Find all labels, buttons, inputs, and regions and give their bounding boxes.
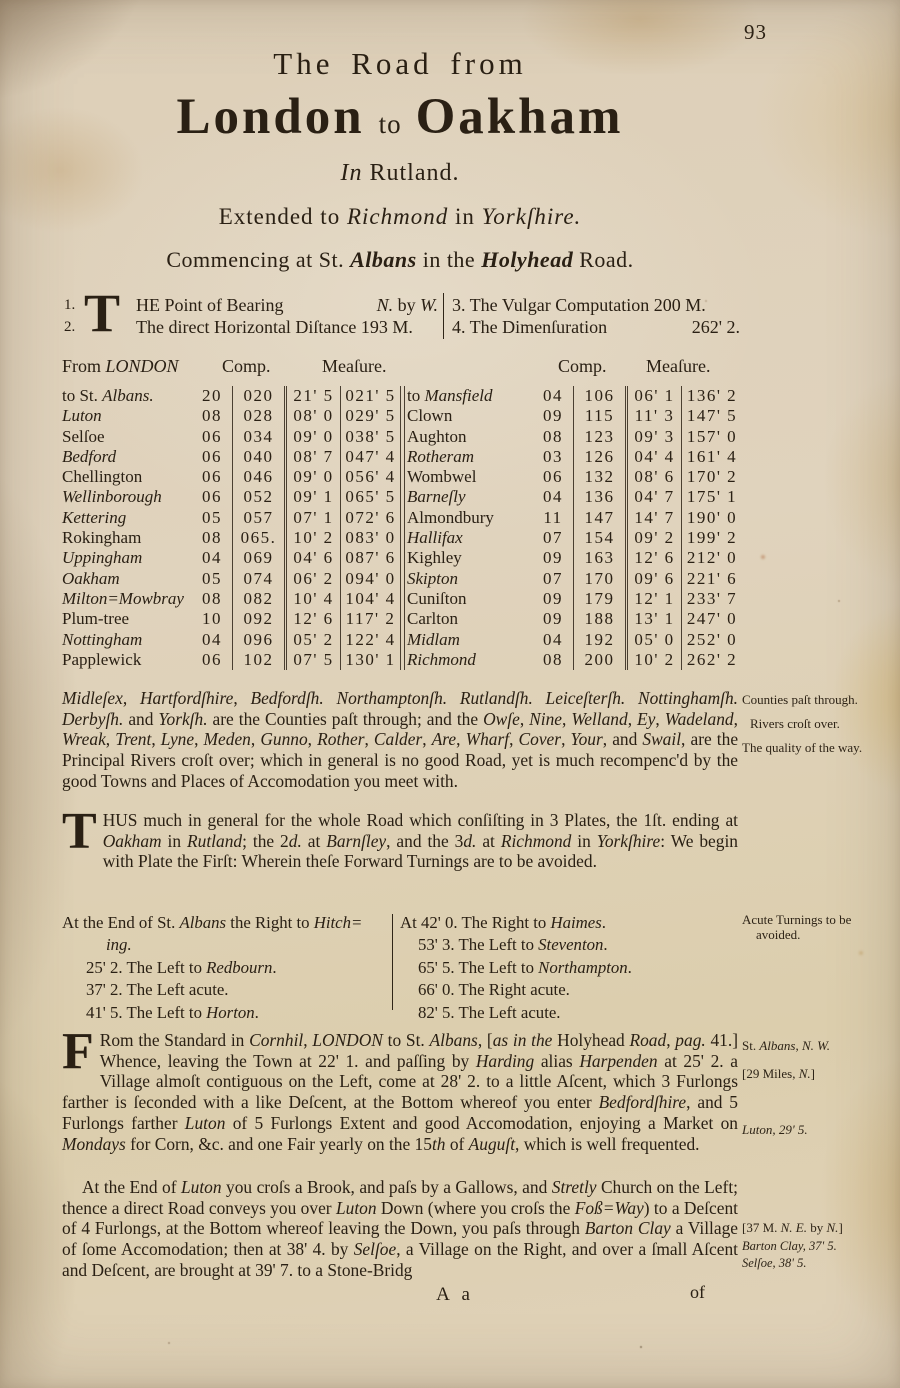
- turnings-right-column: [400, 912, 735, 1024]
- table-cell-ctot: 028: [232, 406, 284, 426]
- table-cell-meas: 06' 2: [284, 569, 340, 589]
- table-cell-meas: 07' 5: [284, 650, 340, 670]
- table-cell-meas: 09' 3: [625, 427, 681, 447]
- table-cell-comp: 06: [202, 467, 222, 487]
- table-cell-place: Rokingham: [62, 528, 142, 548]
- table-cell-place: Plum-tree: [62, 609, 130, 629]
- table-cell-ctot: 200: [573, 650, 625, 670]
- margin-note-rivers: Rivers croſt over.: [750, 716, 840, 731]
- table-cell-place: Skipton: [407, 568, 458, 588]
- table-cell-place: Bedford: [62, 446, 117, 466]
- table-cell-ctot: 020: [232, 386, 284, 406]
- table-cell-mtot: 021' 5: [340, 386, 400, 406]
- table-cell-comp: 08: [202, 588, 222, 608]
- turning-line: 25' 2. The Left to Redbourn.: [86, 957, 277, 977]
- table-cell-mtot: 221' 6: [681, 569, 742, 589]
- table-cell-ctot: 040: [232, 447, 284, 467]
- bearing-item-2-number: 2.: [64, 319, 76, 335]
- table-cell-place: Uppingham: [62, 548, 143, 568]
- table-cell-meas: 04' 7: [625, 487, 681, 507]
- table-header-measure-1: Meaſure.: [322, 356, 387, 376]
- table-cell-ctot: 123: [573, 427, 625, 447]
- dimensuration-label: 4. The Dimenſuration: [452, 317, 608, 337]
- margin-note-luton: Luton, 29' 5.: [742, 1122, 808, 1137]
- table-cell-ctot: 046: [232, 467, 284, 487]
- drop-cap-T-bearing: T: [84, 283, 121, 343]
- table-cell-mtot: 233' 7: [681, 589, 742, 609]
- table-cell-mtot: 262' 2: [681, 650, 742, 670]
- table-cell-ctot: 147: [573, 508, 625, 528]
- table-cell-ctot: 106: [573, 386, 625, 406]
- distance-table-right: [404, 386, 742, 670]
- vulgar-computation-line: 3. The Vulgar Computation 200 M.: [452, 295, 706, 315]
- table-cell-ctot: 188: [573, 609, 625, 629]
- drop-cap-F: F: [62, 1023, 94, 1080]
- table-cell-mtot: 161' 4: [681, 447, 742, 467]
- table-cell-place: Richmond: [407, 649, 476, 669]
- table-cell-mtot: 038' 5: [340, 427, 400, 447]
- table-cell-ctot: 136: [573, 487, 625, 507]
- margin-note-barton-clay: Barton Clay, 37' 5.: [742, 1239, 837, 1253]
- london-label: LONDON: [105, 356, 179, 376]
- table-cell-place: Oakham: [62, 568, 120, 588]
- table-cell-comp: 20: [202, 386, 222, 405]
- table-cell-meas: 05' 0: [625, 630, 681, 650]
- bearing-right-column: [452, 294, 740, 338]
- table-cell-meas: 10' 2: [625, 650, 681, 670]
- title-to-word: to: [378, 109, 402, 139]
- table-cell-comp: 07: [543, 528, 563, 548]
- table-cell-ctot: 102: [232, 650, 284, 670]
- table-cell-meas: 09' 0: [284, 467, 340, 487]
- turnings-divider-rule: [392, 914, 393, 1010]
- title-from-city: London: [176, 89, 365, 145]
- table-cell-meas: 11' 3: [625, 406, 681, 426]
- margin-note-29-miles: [29 Miles, N.]: [742, 1066, 815, 1081]
- counties-paragraph: Midleſex, Hartfordſhire, Bedfordſh. Northamptonſh. Rutlandſh. Leiceſterſh. Nottinghamſh. Derbyſh. and Yorkſh. are the Counties paſt through; and the Owſe, Nine, Welland, Ey, Wadeland, Wreak, Trent, Lyne, Meden, Gunno, Rother, Calder, Are, Wharf, Cover, Your, and Swail, are the Principal Rivers croſt over; which in general is no good Road, yet is much recompenc'd by the good Towns and Places of Accomodation you meet with.: [62, 688, 739, 791]
- table-cell-comp: 04: [202, 548, 222, 568]
- dimensuration-value: 262' 2.: [691, 317, 740, 337]
- table-cell-ctot: 192: [573, 630, 625, 650]
- table-cell-mtot: 094' 0: [340, 569, 400, 589]
- table-cell-place: Papplewick: [62, 649, 142, 669]
- table-cell-ctot: 052: [232, 487, 284, 507]
- table-cell-place: Cuniſton: [407, 588, 467, 608]
- table-cell-meas: 09' 2: [625, 528, 681, 548]
- table-cell-comp: 03: [543, 446, 563, 466]
- table-header-comp-1: Comp.: [222, 356, 271, 376]
- table-cell-ctot: 065.: [232, 528, 284, 548]
- table-header-measure-2: Meaſure.: [646, 356, 711, 376]
- table-cell-comp: 06: [202, 426, 222, 446]
- table-cell-comp: 04: [543, 629, 563, 649]
- table-cell-comp: 09: [543, 548, 563, 568]
- table-cell-meas: 08' 0: [284, 406, 340, 426]
- turning-line: 66' 0. The Right acute.: [418, 980, 570, 1000]
- table-cell-comp: 08: [202, 528, 222, 548]
- table-cell-comp: 08: [543, 426, 563, 446]
- bearing-divider-rule: [443, 293, 444, 339]
- turning-line: 82' 5. The Left acute.: [418, 1002, 561, 1022]
- table-cell-comp: 06: [202, 649, 222, 669]
- table-cell-meas: 08' 6: [625, 467, 681, 487]
- margin-note-quality: The quality of the way.: [742, 740, 863, 755]
- table-cell-place: Luton: [62, 406, 102, 426]
- table-cell-comp: 07: [543, 568, 563, 588]
- table-cell-place: Kighley: [407, 548, 462, 568]
- from-label: From: [62, 356, 102, 376]
- table-cell-comp: 09: [543, 406, 563, 426]
- table-cell-comp: 06: [202, 487, 222, 507]
- route-description-paragraph: [62, 1023, 738, 1154]
- table-cell-place: Almondbury: [407, 507, 494, 527]
- turning-line: 53' 3. The Left to Steventon.: [418, 935, 608, 955]
- turning-line: 41' 5. The Left to Horton.: [86, 1002, 259, 1022]
- title-kicker: The Road from: [273, 46, 527, 81]
- table-cell-place: Midlam: [407, 629, 460, 649]
- table-cell-place: Milton=Mowbray: [62, 588, 184, 608]
- table-cell-comp: 04: [543, 487, 563, 507]
- route-description-text: Rom the Standard in Cornhil, LONDON to St. Albans, [as in the Holyhead Road, pag. 41.] Whence, leaving the Town at 22' 1. and paſſing by Harding alias Harpenden at 25' 2. a Village almoſt contiguous on the Left, come at 28' 2. to a little Aſcent, which 3 Furlongs farther is ſeconded with a like Deſcent, at the Bottom whereof you enter Bedfordſhire, and 5 Furlongs farther Luton of 5 Furlongs Extent and good Accomodation, enjoying a Market on Mondays for Corn, &c. and one Fair yearly on the 15th of Auguſt, which is well frequented.: [62, 1030, 738, 1154]
- turnings-left-column: [62, 912, 388, 1024]
- table-cell-place: Kettering: [62, 507, 127, 527]
- table-cell-comp: 04: [543, 386, 563, 405]
- table-cell-mtot: 212' 0: [681, 548, 742, 568]
- margin-note-acute-line2: avoided.: [756, 927, 801, 942]
- turning-line: ing.: [106, 935, 132, 955]
- bearing-item-1-number: 1.: [64, 297, 76, 313]
- turning-line: 65' 5. The Left to Northampton.: [418, 957, 632, 977]
- table-cell-ctot: 057: [232, 508, 284, 528]
- table-cell-meas: 05' 2: [284, 630, 340, 650]
- table-cell-comp: 11: [543, 507, 563, 527]
- table-cell-meas: 10' 2: [284, 528, 340, 548]
- paper-specks: [0, 0, 2, 2]
- margin-note-acute-turnings: [742, 912, 894, 942]
- subtitle-commencing: Commencing at St. Albans in the Holyhead Road.: [166, 247, 634, 272]
- table-cell-comp: 08: [202, 406, 222, 426]
- table-cell-mtot: 247' 0: [681, 609, 742, 629]
- table-cell-place: Wellinborough: [62, 487, 162, 507]
- plates-paragraph-text: HUS much in general for the whole Road which conſiſting in 3 Plates, the 1ſt. ending at Oakham in Rutland; the 2d. at Barnſley, and the 3d. at Richmond in Yorkſhire: We begin with Plate the Firſt: Wherein theſe Forward Turnings are to be avoided.: [102, 810, 739, 872]
- table-cell-meas: 04' 4: [625, 447, 681, 467]
- bearing-point-label: HE Point of Bearing: [136, 295, 284, 315]
- table-cell-meas: 09' 0: [284, 427, 340, 447]
- table-cell-meas: 09' 6: [625, 569, 681, 589]
- table-cell-place: to Mansfield: [407, 386, 493, 405]
- table-cell-place: Wombwel: [407, 467, 477, 487]
- table-header-from: [62, 356, 179, 377]
- table-cell-meas: 14' 7: [625, 508, 681, 528]
- table-cell-place: Hallifax: [407, 528, 463, 548]
- table-cell-meas: 12' 6: [625, 548, 681, 568]
- table-cell-meas: 12' 6: [284, 609, 340, 629]
- table-cell-meas: 08' 7: [284, 447, 340, 467]
- table-cell-mtot: 252' 0: [681, 630, 742, 650]
- table-cell-ctot: 163: [573, 548, 625, 568]
- table-cell-place: Chellington: [62, 467, 143, 487]
- signature-mark: A a: [436, 1284, 474, 1305]
- margin-note-37-miles: [37 M. N. E. by N.]: [742, 1220, 843, 1235]
- table-cell-ctot: 170: [573, 569, 625, 589]
- table-cell-comp: 04: [202, 629, 222, 649]
- table-cell-ctot: 074: [232, 569, 284, 589]
- margin-note-acute-line1: Acute Turnings to be: [742, 912, 852, 927]
- distance-table-left: [60, 386, 401, 670]
- subtitle-extension: Extended to Richmond in Yorkſhire.: [218, 204, 582, 229]
- table-cell-comp: 06: [202, 446, 222, 466]
- table-cell-place: Carlton: [407, 609, 458, 629]
- margin-note-counties: Counties paſt through.: [742, 692, 858, 707]
- page-title: [40, 88, 760, 146]
- table-cell-mtot: 072' 6: [340, 508, 400, 528]
- table-cell-place: Barneſly: [407, 487, 466, 507]
- table-cell-comp: 05: [202, 507, 222, 527]
- table-cell-mtot: 029' 5: [340, 406, 400, 426]
- table-cell-mtot: 157' 0: [681, 427, 742, 447]
- table-cell-place: to St. Albans.: [62, 386, 154, 405]
- drop-cap-T: T: [62, 803, 97, 860]
- plates-paragraph: [62, 803, 739, 872]
- turning-line: At the End of St. Albans the Right to Hitch=: [62, 913, 363, 932]
- bearing-distance-line: The direct Horizontal Diſtance 193 M.: [136, 317, 413, 337]
- table-cell-ctot: 154: [573, 528, 625, 548]
- table-cell-comp: 10: [202, 609, 222, 629]
- margin-note-stalbans: St. Albans, N. W.: [742, 1038, 831, 1053]
- table-cell-mtot: 175' 1: [681, 487, 742, 507]
- table-cell-ctot: 069: [232, 548, 284, 568]
- table-cell-meas: 13' 1: [625, 609, 681, 629]
- table-cell-mtot: 087' 6: [340, 548, 400, 568]
- table-cell-ctot: 082: [232, 589, 284, 609]
- table-cell-meas: 06' 1: [625, 386, 681, 406]
- table-cell-mtot: 130' 1: [340, 650, 400, 670]
- table-cell-meas: 12' 1: [625, 589, 681, 609]
- table-cell-meas: 04' 6: [284, 548, 340, 568]
- table-cell-comp: 09: [543, 609, 563, 629]
- table-cell-mtot: 065' 5: [340, 487, 400, 507]
- turning-line: At 42' 0. The Right to Haimes.: [400, 913, 606, 932]
- table-cell-ctot: 132: [573, 467, 625, 487]
- table-cell-mtot: 047' 4: [340, 447, 400, 467]
- table-cell-mtot: 170' 2: [681, 467, 742, 487]
- table-cell-mtot: 122' 4: [340, 630, 400, 650]
- table-cell-ctot: 126: [573, 447, 625, 467]
- table-cell-mtot: 104' 4: [340, 589, 400, 609]
- table-cell-comp: 05: [202, 568, 222, 588]
- table-header-comp-2: Comp.: [558, 356, 607, 376]
- subtitle-county: In Rutland.: [340, 160, 460, 186]
- table-cell-mtot: 083' 0: [340, 528, 400, 548]
- table-cell-mtot: 056' 4: [340, 467, 400, 487]
- table-cell-ctot: 092: [232, 609, 284, 629]
- table-cell-place: Aughton: [407, 426, 467, 446]
- table-cell-mtot: 147' 5: [681, 406, 742, 426]
- table-cell-mtot: 117' 2: [340, 609, 400, 629]
- page-number: 93: [744, 20, 767, 44]
- table-cell-place: Clown: [407, 406, 453, 426]
- turning-line: 37' 2. The Left acute.: [86, 980, 229, 1000]
- table-cell-comp: 08: [543, 649, 563, 669]
- table-cell-comp: 09: [543, 588, 563, 608]
- table-cell-ctot: 115: [573, 406, 625, 426]
- table-cell-mtot: 136' 2: [681, 386, 742, 406]
- table-cell-place: Nottingham: [62, 629, 143, 649]
- bearing-left-column: [136, 294, 438, 338]
- margin-note-selsoe: Selſoe, 38' 5.: [742, 1256, 807, 1270]
- table-cell-place: Selſoe: [62, 426, 105, 446]
- catchword: of: [690, 1282, 705, 1302]
- table-cell-place: Rotheram: [407, 446, 475, 466]
- table-cell-meas: 09' 1: [284, 487, 340, 507]
- table-cell-ctot: 179: [573, 589, 625, 609]
- table-cell-ctot: 096: [232, 630, 284, 650]
- table-cell-meas: 21' 5: [284, 386, 340, 406]
- table-cell-meas: 07' 1: [284, 508, 340, 528]
- luton-paragraph: At the End of Luton you croſs a Brook, and paſs by a Gallows, and Stretly Church on the Left; thence a direct Road conveys you over Luton Down (where you croſs the Foß=Way) to a Deſcent of 4 Furlongs, at the Bottom whereof leaving the Down, you paſs through Barton Clay a Village of ſome Accomodation; then at 38' 4. by Selſoe, a Village on the Right, and over a ſmall Aſcent and Deſcent, are brought at 39' 7. to a Stone-Bridg: [62, 1177, 739, 1280]
- table-cell-comp: 06: [543, 467, 563, 487]
- bearing-point-value: N. by W.: [376, 295, 438, 315]
- table-cell-meas: 10' 4: [284, 589, 340, 609]
- title-dest-city: Oakham: [415, 89, 624, 145]
- table-cell-ctot: 034: [232, 427, 284, 447]
- table-cell-mtot: 199' 2: [681, 528, 742, 548]
- table-cell-mtot: 190' 0: [681, 508, 742, 528]
